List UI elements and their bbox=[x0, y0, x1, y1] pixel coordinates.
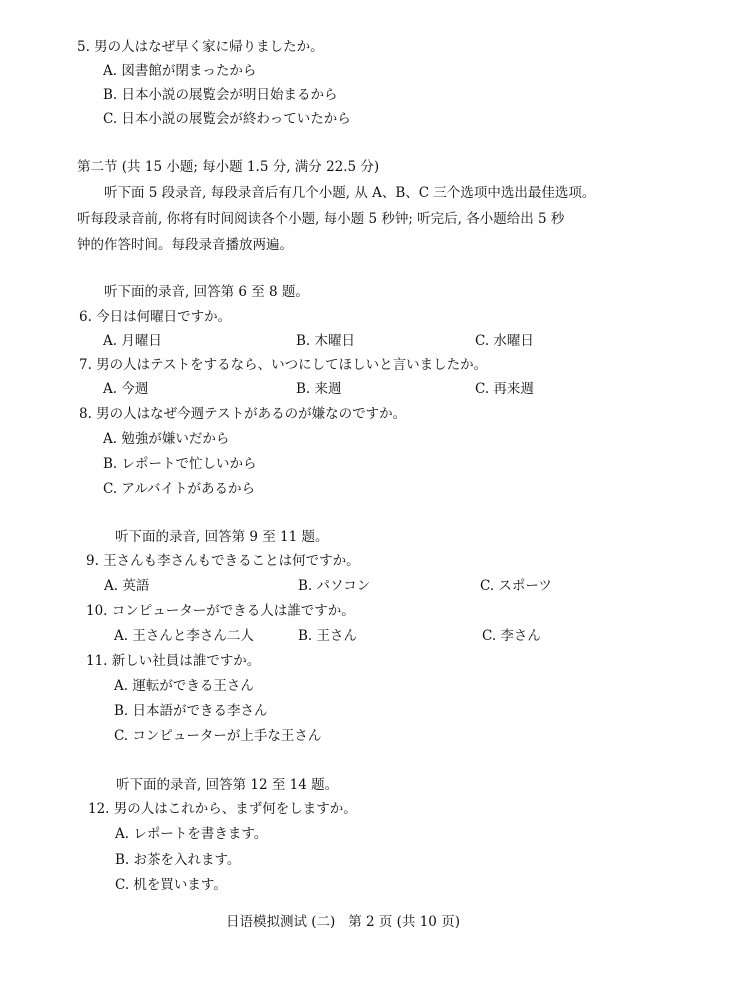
q11-question: 11. 新しい社員は誰ですか。 bbox=[86, 653, 261, 669]
q11-option-a: A. 運転ができる王さん bbox=[114, 678, 254, 694]
q10-option-c: C. 李さん bbox=[482, 628, 541, 644]
page-footer: 日语模拟测试 (二) 第 2 页 (共 10 页) bbox=[226, 914, 460, 930]
q8-option-c: C. アルバイトがあるから bbox=[103, 481, 255, 497]
q12-option-b: B. お茶を入れます。 bbox=[115, 852, 241, 868]
q10-option-b: B. 王さん bbox=[298, 628, 358, 644]
q10-option-a: A. 王さんと李さん二人 bbox=[114, 628, 254, 644]
q5-option-c: C. 日本小説の展覧会が終わっていたから bbox=[103, 111, 351, 127]
q6-option-c: C. 水曜日 bbox=[475, 333, 534, 349]
q5-option-a: A. 図書館が閉まったから bbox=[103, 63, 257, 79]
q5-question: 5. 男の人はなぜ早く家に帰りましたか。 bbox=[77, 39, 324, 55]
group1-intro: 听下面的录音, 回答第 6 至 8 题。 bbox=[104, 284, 309, 300]
q6-option-a: A. 月曜日 bbox=[103, 333, 162, 349]
group2-intro: 听下面的录音, 回答第 9 至 11 题。 bbox=[115, 529, 329, 545]
q11-option-c: C. コンピューターが上手な王さん bbox=[114, 728, 322, 744]
q7-option-b: B. 来週 bbox=[296, 381, 342, 397]
q6-question: 6. 今日は何曜日ですか。 bbox=[79, 309, 232, 325]
q7-option-a: A. 今週 bbox=[103, 381, 149, 397]
q11-option-b: B. 日本語ができる李さん bbox=[114, 703, 268, 719]
section2-instruction-2: 听每段录音前, 你将有时间阅读各个小题, 每小题 5 秒钟; 听完后, 各小题给出 5 秒 bbox=[77, 211, 565, 227]
q12-option-a: A. レポートを書きます。 bbox=[115, 826, 268, 842]
q9-option-c: C. スポーツ bbox=[480, 578, 552, 594]
q7-question: 7. 男の人はテストをするなら、いつにしてほしいと言いましたか。 bbox=[79, 357, 488, 373]
section2-instruction-3: 钟的作答时间。每段录音播放两遍。 bbox=[77, 237, 293, 253]
q10-question: 10. コンピューターができる人は誰ですか。 bbox=[86, 603, 355, 619]
section2-instruction-1: 听下面 5 段录音, 每段录音后有几个小题, 从 A、B、C 三个选项中选出最佳选项。 bbox=[104, 185, 596, 201]
q12-option-c: C. 机を買います。 bbox=[115, 877, 227, 893]
q5-option-b: B. 日本小説の展覧会が明日始まるから bbox=[103, 87, 338, 103]
q12-question: 12. 男の人はこれから、まず何をしますか。 bbox=[88, 801, 357, 817]
group3-intro: 听下面的录音, 回答第 12 至 14 题。 bbox=[116, 777, 339, 793]
q8-option-a: A. 勉強が嫌いだから bbox=[103, 431, 230, 447]
section2-heading: 第二节 (共 15 小题; 每小题 1.5 分, 满分 22.5 分) bbox=[77, 159, 380, 175]
q6-option-b: B. 木曜日 bbox=[296, 333, 356, 349]
q8-option-b: B. レポートで忙しいから bbox=[103, 456, 257, 472]
q7-option-c: C. 再来週 bbox=[475, 381, 534, 397]
q8-question: 8. 男の人はなぜ今週テストがあるのが嫌なのですか。 bbox=[79, 406, 407, 422]
q9-question: 9. 王さんも李さんもできることは何ですか。 bbox=[86, 553, 360, 569]
q9-option-b: B. パソコン bbox=[298, 578, 371, 594]
q9-option-a: A. 英語 bbox=[104, 578, 150, 594]
